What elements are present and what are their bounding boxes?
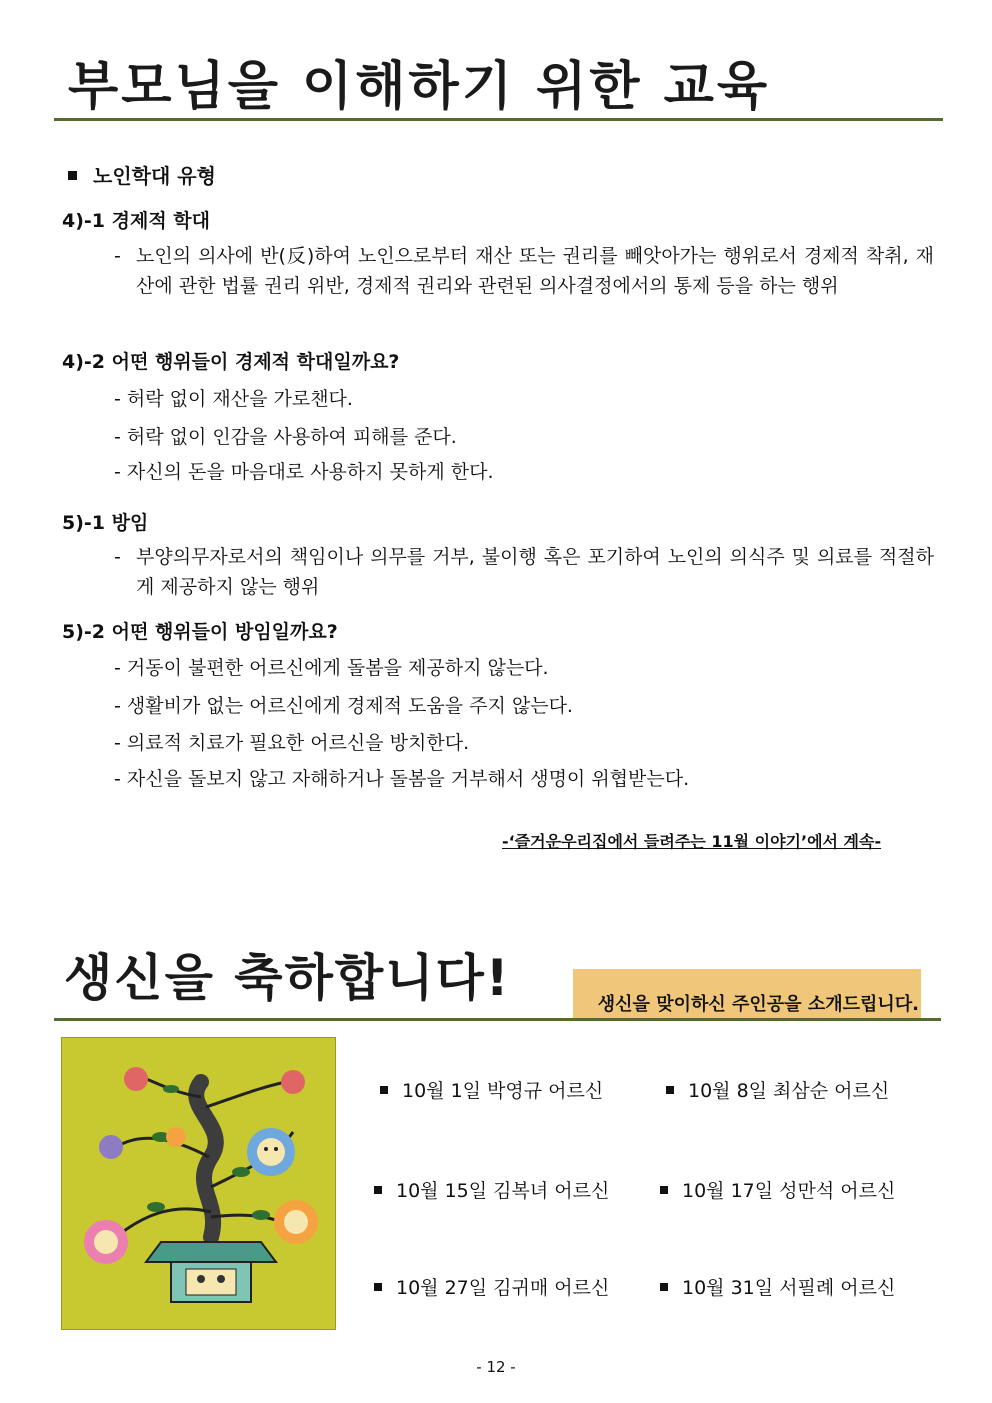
square-bullet-icon: [660, 1283, 668, 1291]
square-bullet-icon: [374, 1186, 382, 1194]
birthday-entry-text: 10월 8일 최삼순 어르신: [688, 1080, 890, 1102]
list-item: - 의료적 치료가 필요한 어르신을 방치한다.: [114, 732, 470, 754]
dash-marker: -: [114, 546, 121, 568]
birthday-entry-text: 10월 1일 박영규 어르신: [402, 1080, 604, 1102]
birthday-entry-text: 10월 31일 서필례 어르신: [682, 1277, 896, 1299]
continuation-note: -‘즐거운우리집에서 들려주는 11월 이야기’에서 계속-: [502, 832, 882, 851]
birthday-divider: [54, 1018, 941, 1021]
list-item: - 자신을 돌보지 않고 자해하거나 돌봄을 거부해서 생명이 위협받는다.: [114, 768, 690, 790]
birthday-entry-text: 10월 27일 김귀매 어르신: [396, 1277, 610, 1299]
square-bullet-icon: [68, 171, 77, 180]
dash-marker: -: [114, 245, 121, 267]
birthday-entry: [374, 1273, 609, 1300]
birthday-entry: [666, 1076, 889, 1103]
birthday-title: 생신을 축하합니다!: [64, 949, 511, 1007]
page-title: 부모님을 이해하기 위한 교육: [68, 57, 771, 117]
heading-neglect-examples: 5)-2 어떤 행위들이 방임일까요?: [62, 621, 338, 643]
heading-neglect: 5)-1 방임: [62, 512, 149, 534]
list-item: - 거동이 불편한 어르신에게 돌봄을 제공하지 않는다.: [114, 657, 549, 679]
square-bullet-icon: [666, 1086, 674, 1094]
artwork-image: [61, 1037, 336, 1330]
birthday-intro-text: 생신을 맞이하신 주인공을 소개드립니다.: [597, 994, 919, 1015]
page-number: - 12 -: [476, 1358, 516, 1376]
birthday-entry-text: 10월 15일 김복녀 어르신: [396, 1180, 610, 1202]
definition-text: 부양의무자로서의 책임이나 의무를 거부, 불이행 혹은 포기하여 노인의 의식주 및 의료를 적절하게 제공하지 않는 행위: [136, 546, 934, 598]
birthday-entry: [374, 1176, 609, 1203]
birthday-entry: [660, 1273, 895, 1300]
birthday-entry: [380, 1076, 603, 1103]
definition-economic-abuse: [114, 241, 934, 301]
list-item: - 허락 없이 재산을 가로챈다.: [114, 388, 353, 410]
list-item: - 자신의 돈을 마음대로 사용하지 못하게 한다.: [114, 461, 494, 483]
list-item: - 생활비가 없는 어르신에게 경제적 도움을 주지 않는다.: [114, 695, 573, 717]
birthday-entry: [660, 1176, 895, 1203]
section-heading-text: 노인학대 유형: [93, 164, 216, 188]
heading-economic-examples: 4)-2 어떤 행위들이 경제적 학대일까요?: [62, 351, 400, 373]
birthday-entry-text: 10월 17일 성만석 어르신: [682, 1180, 896, 1202]
heading-economic-abuse: 4)-1 경제적 학대: [62, 210, 211, 232]
definition-text: 노인의 의사에 반(反)하여 노인으로부터 재산 또는 권리를 빼앗아가는 행위로서 경제적 착취, 재산에 관한 법률 권리 위반, 경제적 권리와 관련된 의사결정에서의 통제 등을 하는 행위: [136, 245, 934, 297]
definition-neglect: [114, 542, 934, 602]
list-item: - 허락 없이 인감을 사용하여 피해를 준다.: [114, 426, 457, 448]
square-bullet-icon: [660, 1186, 668, 1194]
title-divider: [54, 118, 943, 121]
flower-tree-painting: [61, 1037, 336, 1330]
birthday-intro-box: [573, 969, 921, 1019]
square-bullet-icon: [374, 1283, 382, 1291]
section-heading: [68, 160, 216, 189]
square-bullet-icon: [380, 1086, 388, 1094]
